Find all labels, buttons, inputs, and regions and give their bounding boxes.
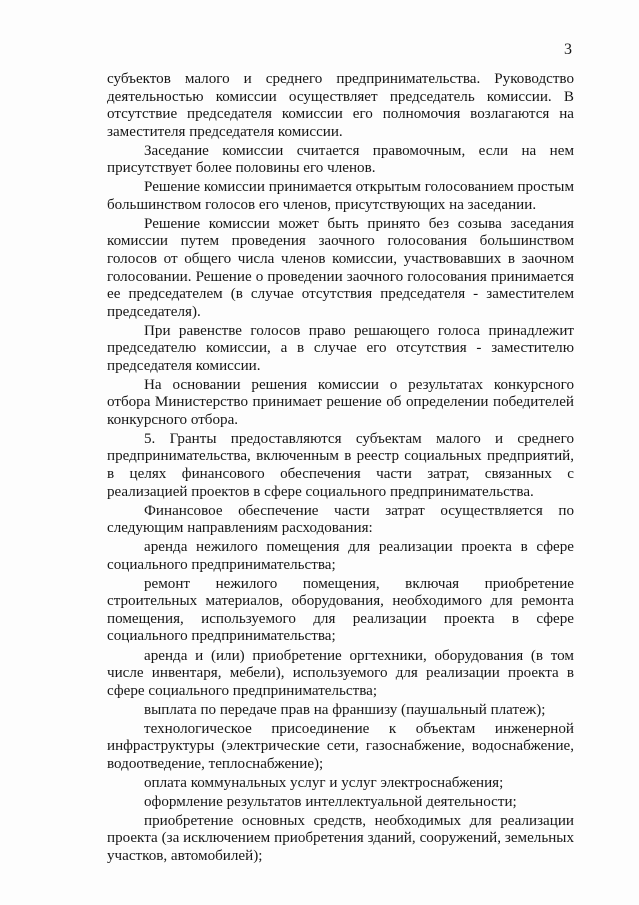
paragraph: Финансовое обеспечение части затрат осуществляется по следующим направлениям расходования: — [107, 502, 574, 537]
paragraph: Решение комиссии может быть принято без созыва заседания комиссии путем проведения заочного голосования большинством голосов от общего числа членов комиссии, участвовавших в заочном голосовании. Решение о проведении заочного голосования принимается ее председателем (в случае отсутствия председателя - заместителем председателя). — [107, 215, 574, 320]
paragraph: Заседание комиссии считается правомочным, если на нем присутствует более половины его членов. — [107, 142, 574, 177]
list-item: выплата по передаче прав на франшизу (паушальный платеж); — [144, 701, 546, 718]
list-item: ремонт нежилого помещения, включая приобретение строительных материалов, оборудования, необходимого для ремонта помещения, используемого для реализации проекта в сфере социального предпринимательства; — [107, 575, 574, 645]
paragraph: Решение комиссии принимается открытым голосованием простым большинством голосов его членов, присутствующих на заседании. — [107, 179, 574, 213]
list-item: аренда нежилого помещения для реализации проекта в сфере социального предпринимательства; — [107, 539, 574, 573]
page-number: 3 — [564, 41, 572, 58]
list-item: аренда и (или) приобретение оргтехники, оборудования (в том числе инвентаря, мебели), используемого для реализации проекта в сфере социального предпринимательства; — [107, 647, 574, 699]
paragraph: На основании решения комиссии о результатах конкурсного отбора Министерство принимает решение об определении победителей конкурсного отбора. — [107, 376, 574, 428]
paragraph: субъектов малого и среднего предпринимательства. Руководство деятельностью комиссии осуществляет председатель комиссии. В отсутствие председателя комиссии его полномочия возлагаются на заместителя председателя комиссии. — [107, 71, 574, 140]
paragraph: При равенстве голосов право решающего голоса принадлежит председателю комиссии, а в случае его отсутствия - заместителю председателя комиссии. — [107, 322, 574, 374]
body-text — [107, 71, 574, 867]
list-item: технологическое присоединение к объектам инженерной инфраструктуры (электрические сети, газоснабжение, водоснабжение, водоотведение, теплоснабжение); — [107, 720, 574, 772]
list-item: оформление результатов интеллектуальной деятельности; — [144, 793, 517, 810]
list-item: оплата коммунальных услуг и услуг электроснабжения; — [144, 774, 504, 791]
list-item: приобретение основных средств, необходимых для реализации проекта (за исключением приобретения зданий, сооружений, земельных участков, автомобилей); — [107, 812, 574, 865]
paragraph: 5. Гранты предоставляются субъектам малого и среднего предпринимательства, включенным в реестр социальных предприятий, в целях финансового обеспечения части затрат, связанных с реализацией проектов в сфере социального предпринимательства. — [107, 430, 574, 500]
